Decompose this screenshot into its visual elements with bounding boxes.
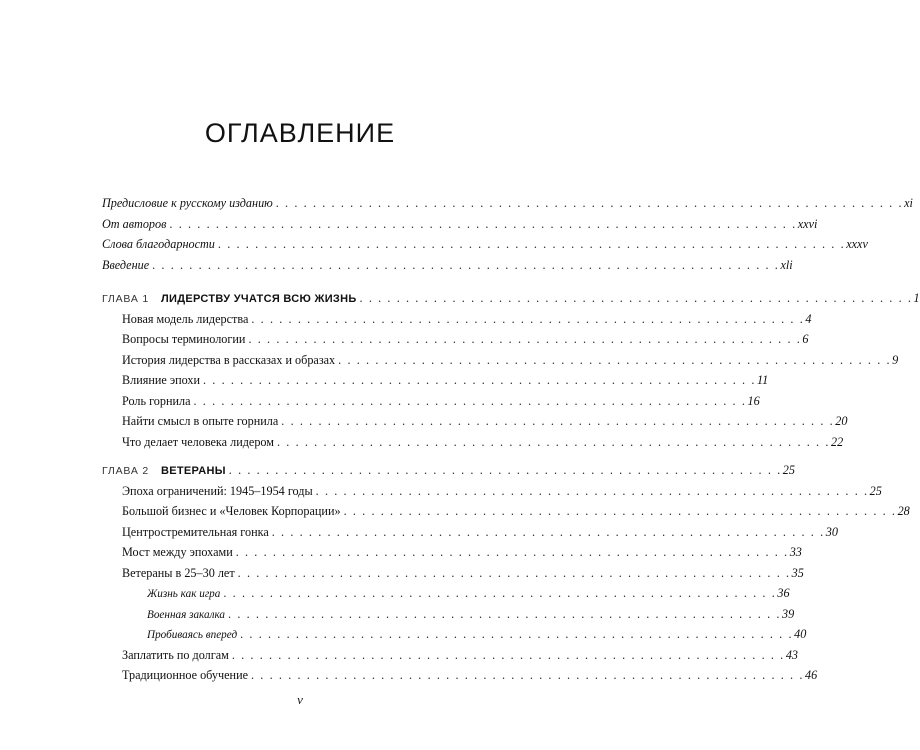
entry-label: Пробиваясь вперед	[147, 629, 238, 641]
leader-dots: . . . . . . . . . . . . . . . . . . . . . . . . . . . . . . . . . . . . . . . . . . . . . . . . . . . . . . . . . . . .	[271, 524, 825, 539]
entry-page: xli	[780, 257, 793, 272]
entry-label: Ветераны в 25–30 лет	[122, 565, 235, 580]
toc-entry[interactable]	[102, 434, 844, 456]
chapter-title: ЛИДЕРСТВУ УЧАТСЯ ВСЮ ЖИЗНЬ	[161, 293, 357, 305]
toc-subentry[interactable]	[102, 627, 807, 648]
entry-page: 6	[802, 332, 809, 346]
toc-entry[interactable]	[102, 545, 802, 566]
toc-entry[interactable]	[102, 373, 769, 394]
entry-label: Мост между эпохами	[122, 545, 233, 559]
entry-label: Новая модель лидерства	[122, 311, 249, 326]
leader-dots: . . . . . . . . . . . . . . . . . . . . . . . . . . . . . . . . . . . . . . . . . . . . . . . . . . . . . . . . . . . .	[343, 504, 897, 518]
leader-dots: . . . . . . . . . . . . . . . . . . . . . . . . . . . . . . . . . . . . . . . . . . . . . . . . . . . . . . . . . . . .	[237, 565, 791, 580]
toc-entry[interactable]	[102, 414, 848, 435]
leader-dots: . . . . . . . . . . . . . . . . . . . . . . . . . . . . . . . . . . . . . . . . . . . . . . . . . . . . . . . . . . . .	[203, 373, 756, 387]
entry-page: 40	[794, 627, 807, 641]
entry-page: 43	[785, 647, 799, 662]
leader-dots: . . . . . . . . . . . . . . . . . . . . . . . . . . . . . . . . . . . . . . . . . . . . . . . . . . . . . . . . . . . .	[359, 291, 913, 305]
chapter-heading[interactable]	[102, 463, 795, 484]
entry-page: 39	[782, 606, 795, 621]
entry-page: 35	[791, 565, 804, 580]
leader-dots: . . . . . . . . . . . . . . . . . . . . . . . . . . . . . . . . . . . . . . . . . . . . . . . . . . . . . . . . . . . .	[235, 545, 789, 559]
entry-page: xi	[904, 196, 913, 210]
entry-label: Жизнь как игра	[147, 588, 221, 600]
entry-label: Влияние эпохи	[122, 373, 200, 387]
toc-entry[interactable]	[102, 237, 868, 258]
leader-dots: . . . . . . . . . . . . . . . . . . . . . . . . . . . . . . . . . . . . . . . . . . . . . . . . . . . . . . . . . . . .	[251, 311, 805, 326]
leader-dots: . . . . . . . . . . . . . . . . . . . . . . . . . . . . . . . . . . . . . . . . . . . . . . . . . . . . . . . . . . . .	[228, 463, 782, 477]
entry-label: Слова благодарности	[102, 237, 215, 251]
entry-page: 22	[830, 434, 844, 449]
entry-page: 36	[777, 586, 790, 600]
leader-dots: . . . . . . . . . . . . . . . . . . . . . . . . . . . . . . . . . . . . . . . . . . . . . . . . . . . . . . . . . . . . . . . . . . . .	[217, 237, 846, 251]
toc-subentry[interactable]	[102, 606, 795, 628]
entry-page: 11	[756, 373, 769, 387]
leader-dots: . . . . . . . . . . . . . . . . . . . . . . . . . . . . . . . . . . . . . . . . . . . . . . . . . . . . . . . . . . . .	[277, 434, 830, 449]
toc-entry[interactable]	[102, 352, 899, 374]
leader-dots: . . . . . . . . . . . . . . . . . . . . . . . . . . . . . . . . . . . . . . . . . . . . . . . . . . . . . . . . . . . .	[248, 332, 802, 346]
leader-dots: . . . . . . . . . . . . . . . . . . . . . . . . . . . . . . . . . . . . . . . . . . . . . . . . . . . . . . . . . . . .	[193, 393, 747, 408]
toc-entry[interactable]	[102, 565, 804, 587]
toc-entry[interactable]	[102, 196, 913, 217]
entry-label: Заплатить по долгам	[122, 647, 229, 662]
leader-dots: . . . . . . . . . . . . . . . . . . . . . . . . . . . . . . . . . . . . . . . . . . . . . . . . . . . . . . . . . . . .	[281, 414, 835, 428]
page-title: ОГЛАВЛЕНИЕ	[204, 118, 396, 148]
leader-dots: . . . . . . . . . . . . . . . . . . . . . . . . . . . . . . . . . . . . . . . . . . . . . . . . . . . . . . . . . . . .	[228, 606, 782, 621]
entry-page: 1	[913, 291, 920, 305]
entry-page: 25	[869, 483, 882, 498]
page-numeral: v	[297, 692, 303, 707]
entry-label: Большой бизнес и «Человек Корпорации»	[122, 504, 341, 518]
chapter-number: ГЛАВА 2	[102, 465, 150, 477]
toc-entry[interactable]	[102, 311, 812, 333]
entry-page: 25	[782, 463, 795, 477]
chapter-2-list	[102, 463, 910, 689]
toc-entry[interactable]	[102, 257, 793, 279]
leader-dots: . . . . . . . . . . . . . . . . . . . . . . . . . . . . . . . . . . . . . . . . . . . . . . . . . . . . . . . . . . . . . . . . . . . .	[152, 257, 780, 272]
leader-dots: . . . . . . . . . . . . . . . . . . . . . . . . . . . . . . . . . . . . . . . . . . . . . . . . . . . . . . . . . . . .	[240, 627, 794, 641]
chapter-1-list	[102, 291, 920, 455]
leader-dots: . . . . . . . . . . . . . . . . . . . . . . . . . . . . . . . . . . . . . . . . . . . . . . . . . . . . . . . . . . . .	[251, 668, 804, 682]
toc-entry[interactable]	[102, 332, 809, 353]
entry-label: Найти смысл в опыте горнила	[122, 414, 279, 428]
entry-label: Эпоха ограничений: 1945–1954 годы	[122, 483, 313, 498]
entry-page: 28	[897, 504, 910, 518]
chapter-title: ВЕТЕРАНЫ	[161, 465, 226, 477]
entry-label: Роль горнила	[122, 393, 191, 408]
leader-dots: . . . . . . . . . . . . . . . . . . . . . . . . . . . . . . . . . . . . . . . . . . . . . . . . . . . . . . . . . . . .	[338, 352, 892, 367]
entry-page: 20	[835, 414, 848, 428]
entry-page: 16	[747, 393, 760, 408]
front-matter-list	[102, 196, 913, 278]
entry-label: Вопросы терминологии	[122, 332, 246, 346]
entry-label: От авторов	[102, 216, 167, 231]
leader-dots: . . . . . . . . . . . . . . . . . . . . . . . . . . . . . . . . . . . . . . . . . . . . . . . . . . . . . . . . . . . .	[231, 647, 785, 662]
entry-page: 46	[805, 668, 818, 682]
chapter-number: ГЛАВА 1	[102, 293, 150, 305]
leader-dots: . . . . . . . . . . . . . . . . . . . . . . . . . . . . . . . . . . . . . . . . . . . . . . . . . . . . . . . . . . . . . . . . . . . .	[275, 196, 904, 210]
toc-entry[interactable]	[102, 216, 818, 238]
entry-page: 30	[825, 524, 838, 539]
toc-subentry[interactable]	[102, 586, 790, 607]
entry-page: 4	[805, 311, 812, 326]
entry-label: Что делает человека лидером	[122, 434, 274, 449]
entry-label: Введение	[102, 257, 150, 272]
entry-label: История лидерства в рассказах и образах	[122, 352, 336, 367]
leader-dots: . . . . . . . . . . . . . . . . . . . . . . . . . . . . . . . . . . . . . . . . . . . . . . . . . . . . . . . . . . . .	[223, 586, 777, 600]
chapter-heading[interactable]	[102, 291, 920, 312]
entry-label: Традиционное обучение	[122, 668, 249, 682]
entry-page: 9	[892, 352, 899, 367]
toc-entry[interactable]	[102, 524, 838, 546]
entry-label: Военная закалка	[147, 608, 226, 621]
entry-page: 33	[789, 545, 802, 559]
leader-dots: . . . . . . . . . . . . . . . . . . . . . . . . . . . . . . . . . . . . . . . . . . . . . . . . . . . . . . . . . . . . . . . . . . . .	[169, 216, 797, 231]
entry-page: xxxv	[846, 237, 868, 251]
toc-entry[interactable]	[102, 393, 760, 415]
toc-entry[interactable]	[102, 668, 818, 689]
entry-page: xxvi	[797, 216, 818, 231]
toc-entry[interactable]	[102, 504, 910, 525]
toc-entry[interactable]	[102, 483, 882, 505]
entry-label: Центростремительная гонка	[122, 524, 269, 539]
entry-label: Предисловие к русскому изданию	[102, 196, 273, 210]
toc-entry[interactable]	[102, 647, 799, 669]
leader-dots: . . . . . . . . . . . . . . . . . . . . . . . . . . . . . . . . . . . . . . . . . . . . . . . . . . . . . . . . . . . .	[315, 483, 869, 498]
